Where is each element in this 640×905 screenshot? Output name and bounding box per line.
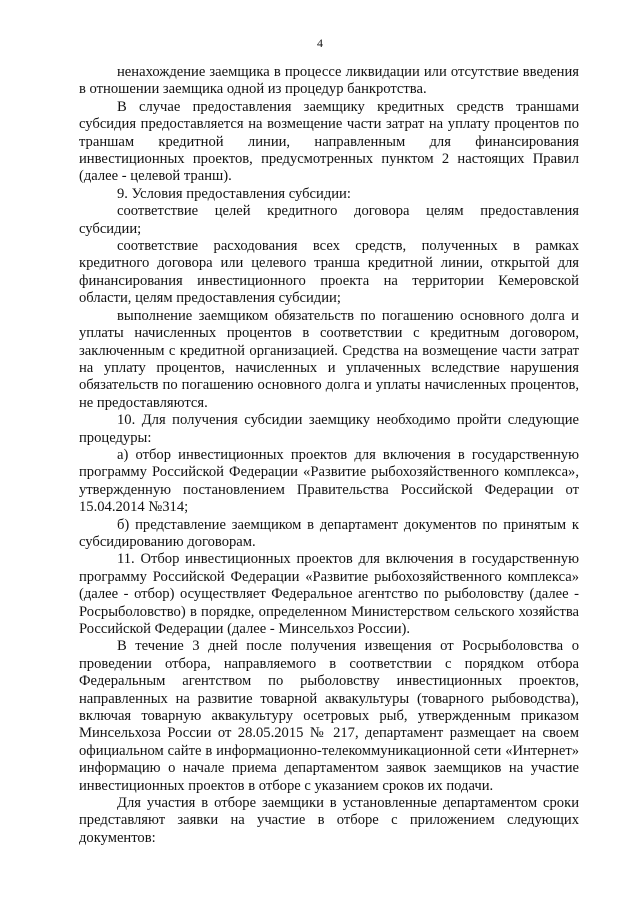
paragraph-selection-notice: В течение 3 дней после получения извещения от Росрыболовства о проведении отбора, направляемого в соответствии с порядком отбора Федеральным агентством по рыболовству инвестиционных проектов, направленных на развитие товарной аквакультуры (товарного рыбоводства), включая товарную аквакультуру осетровых рыб, утвержденным приказом Минсельхоза России от 28.05.2015 № 217, департамент размещает на своем официальном сайте в информационно-телекоммуникационной сети «Интернет» информацию о начале приема департаментом заявок заемщиков на участие инвестиционных проектов в отборе с указанием сроков их подачи.: [79, 638, 579, 794]
paragraph-condition-goals: соответствие целей кредитного договора целям предоставления субсидии;: [79, 203, 579, 237]
paragraph-item-10-heading: 10. Для получения субсидии заемщику необходимо пройти следующие процедуры:: [79, 412, 579, 446]
paragraph-application-documents: Для участия в отборе заемщики в установленные департаментом сроки представляют заявки на участие в отборе с приложением следующих документов:: [79, 795, 579, 846]
paragraph-procedure-b: б) представление заемщиком в департамент документов по принятым к субсидированию договорам.: [79, 516, 579, 550]
paragraph-procedure-a: а) отбор инвестиционных проектов для включения в государственную программу Российской Федерации «Развитие рыбохозяйственного комплекса», утвержденную постановлением Правительства Российской Федерации от 15.04.2014 №314;: [79, 446, 579, 516]
paragraph-condition-obligations: выполнение заемщиком обязательств по погашению основного долга и уплаты начисленных процентов в соответствии с кредитным договором, заключенным с кредитной организацией. Средства на возмещение части затрат на уплату процентов, начисленных и уплаченных вследствие нарушения обязательств по погашению основного долга и уплаты начисленных процентов, не предоставляются.: [79, 307, 579, 411]
paragraph-item-9-heading: 9. Условия предоставления субсидии:: [117, 185, 351, 202]
paragraph-targeted-tranche: В случае предоставления заемщику кредитных средств траншами субсидия предоставляется на возмещение части затрат на уплату процентов по траншам кредитной линии, направленным для финансирования инвестиционных проектов, предусмотренных пунктом 2 настоящих Правил (далее - целевой транш).: [79, 98, 579, 185]
paragraph-item-11: 11. Отбор инвестиционных проектов для включения в государственную программу Российской Федерации «Развитие рыбохозяйственного комплекса» (далее - отбор) осуществляет Федеральное агентство по рыболовству (далее - Росрыболовство) в порядке, определенном Министерством сельского хозяйства Российской Федерации (далее - Минсельхоз России).: [79, 551, 579, 637]
paragraph-condition-spending: соответствие расходования всех средств, полученных в рамках кредитного договора или целевого транша кредитной линии, открытой для финансирования инвестиционного проекта на территории Кемеровской области, целям предоставления субсидии;: [79, 238, 579, 307]
paragraph-liquidation-condition: ненахождение заемщика в процессе ликвидации или отсутствие введения в отношении заемщика одной из процедур банкротства.: [79, 64, 579, 98]
page-number: 4: [317, 36, 323, 50]
document-body: [79, 64, 579, 847]
